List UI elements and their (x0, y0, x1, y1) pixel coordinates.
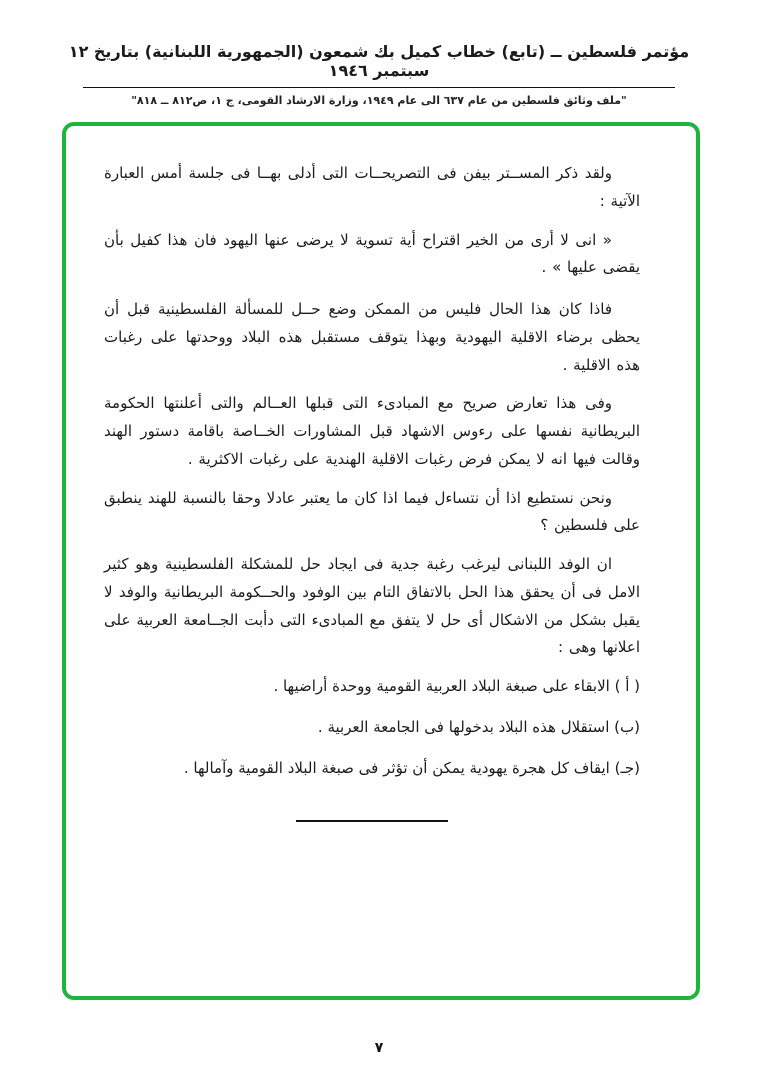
paragraph-intro: ولقد ذكر المســتر بيفن فى التصريحــات التى أدلى بهــا فى جلسة أمس العبارة الآتية : (104, 164, 640, 210)
highlight-box (62, 122, 700, 1000)
header-divider (83, 87, 675, 88)
paragraph: ان الوفد اللبنانى ليرغب رغبة جدية فى ايجاد حل للمشكلة الفلسطينية وهو كثير الامل فى أن يحقق هذا الحل بالاتفاق التام بين الوفود والحــكومة البريطانية والوفد لا يقبل بشكل من الاشكال أى حل لا يتفق مع المبادىء التى دأبت الجــامعة العربية على اعلانها وهى : (104, 555, 640, 657)
paragraph: وفى هذا تعارض صريح مع المبادىء التى قبلها العــالم والتى أعلنتها الحكومة البريطانية نفسها على رءوس الاشهاد قبل المشاورات الخــاصة باقامة دستور الهند وقالت فيها انه لا يمكن فرض رغبات الاقلية الهندية على رغبات الاكثرية . (104, 394, 640, 468)
list-item-a: ( أ ) الابقاء على صبغة البلاد العربية القومية ووحدة أراضيها . (273, 677, 640, 695)
document-title: مؤتمر فلسطين ــ (تابع) خطاب كميل بك شمعون (الجمهورية اللبنانية) بتاريخ ١٢ سبتمبر ١٩٤٦ (68, 42, 690, 80)
document-header (0, 0, 758, 107)
document-footer (0, 1037, 758, 1056)
list-item-b: (ب) استقلال هذه البلاد بدخولها فى الجامعة العربية . (317, 717, 640, 736)
page-number: ٧ (374, 1040, 384, 1056)
paragraph: ونحن نستطيع اذا أن نتساءل فيما اذا كان ما يعتبر عادلا وحقا بالنسبة للهند ينطبق على فلسطين ؟ (104, 488, 640, 535)
list-item-c: (جـ) ايقاف كل هجرة يهودية يمكن أن تؤثر فى صبغة البلاد القومية وآمالها . (183, 758, 640, 777)
section-divider (296, 820, 448, 822)
paragraph: فاذا كان هذا الحال فليس من الممكن وضع حــل للمسألة الفلسطينية قبل أن يحظى برضاء الاقلية اليهودية وبهذا يتوقف مستقبل هذه البلاد ووحدتها على رغبات هذه الاقلية . (104, 300, 640, 374)
paragraph-quote: « انى لا أرى من الخير اقتراح أية تسوية لا يرضى عنها اليهود فان هذا كفيل بأن يقضى عليها » . (104, 230, 640, 277)
source-citation: "ملف وثائق فلسطين من عام ٦٣٧ الى عام ١٩٤٩، وزارة الارشاد القومى، ج ١، ص٨١٢ ــ ٨١٨" (131, 94, 627, 107)
